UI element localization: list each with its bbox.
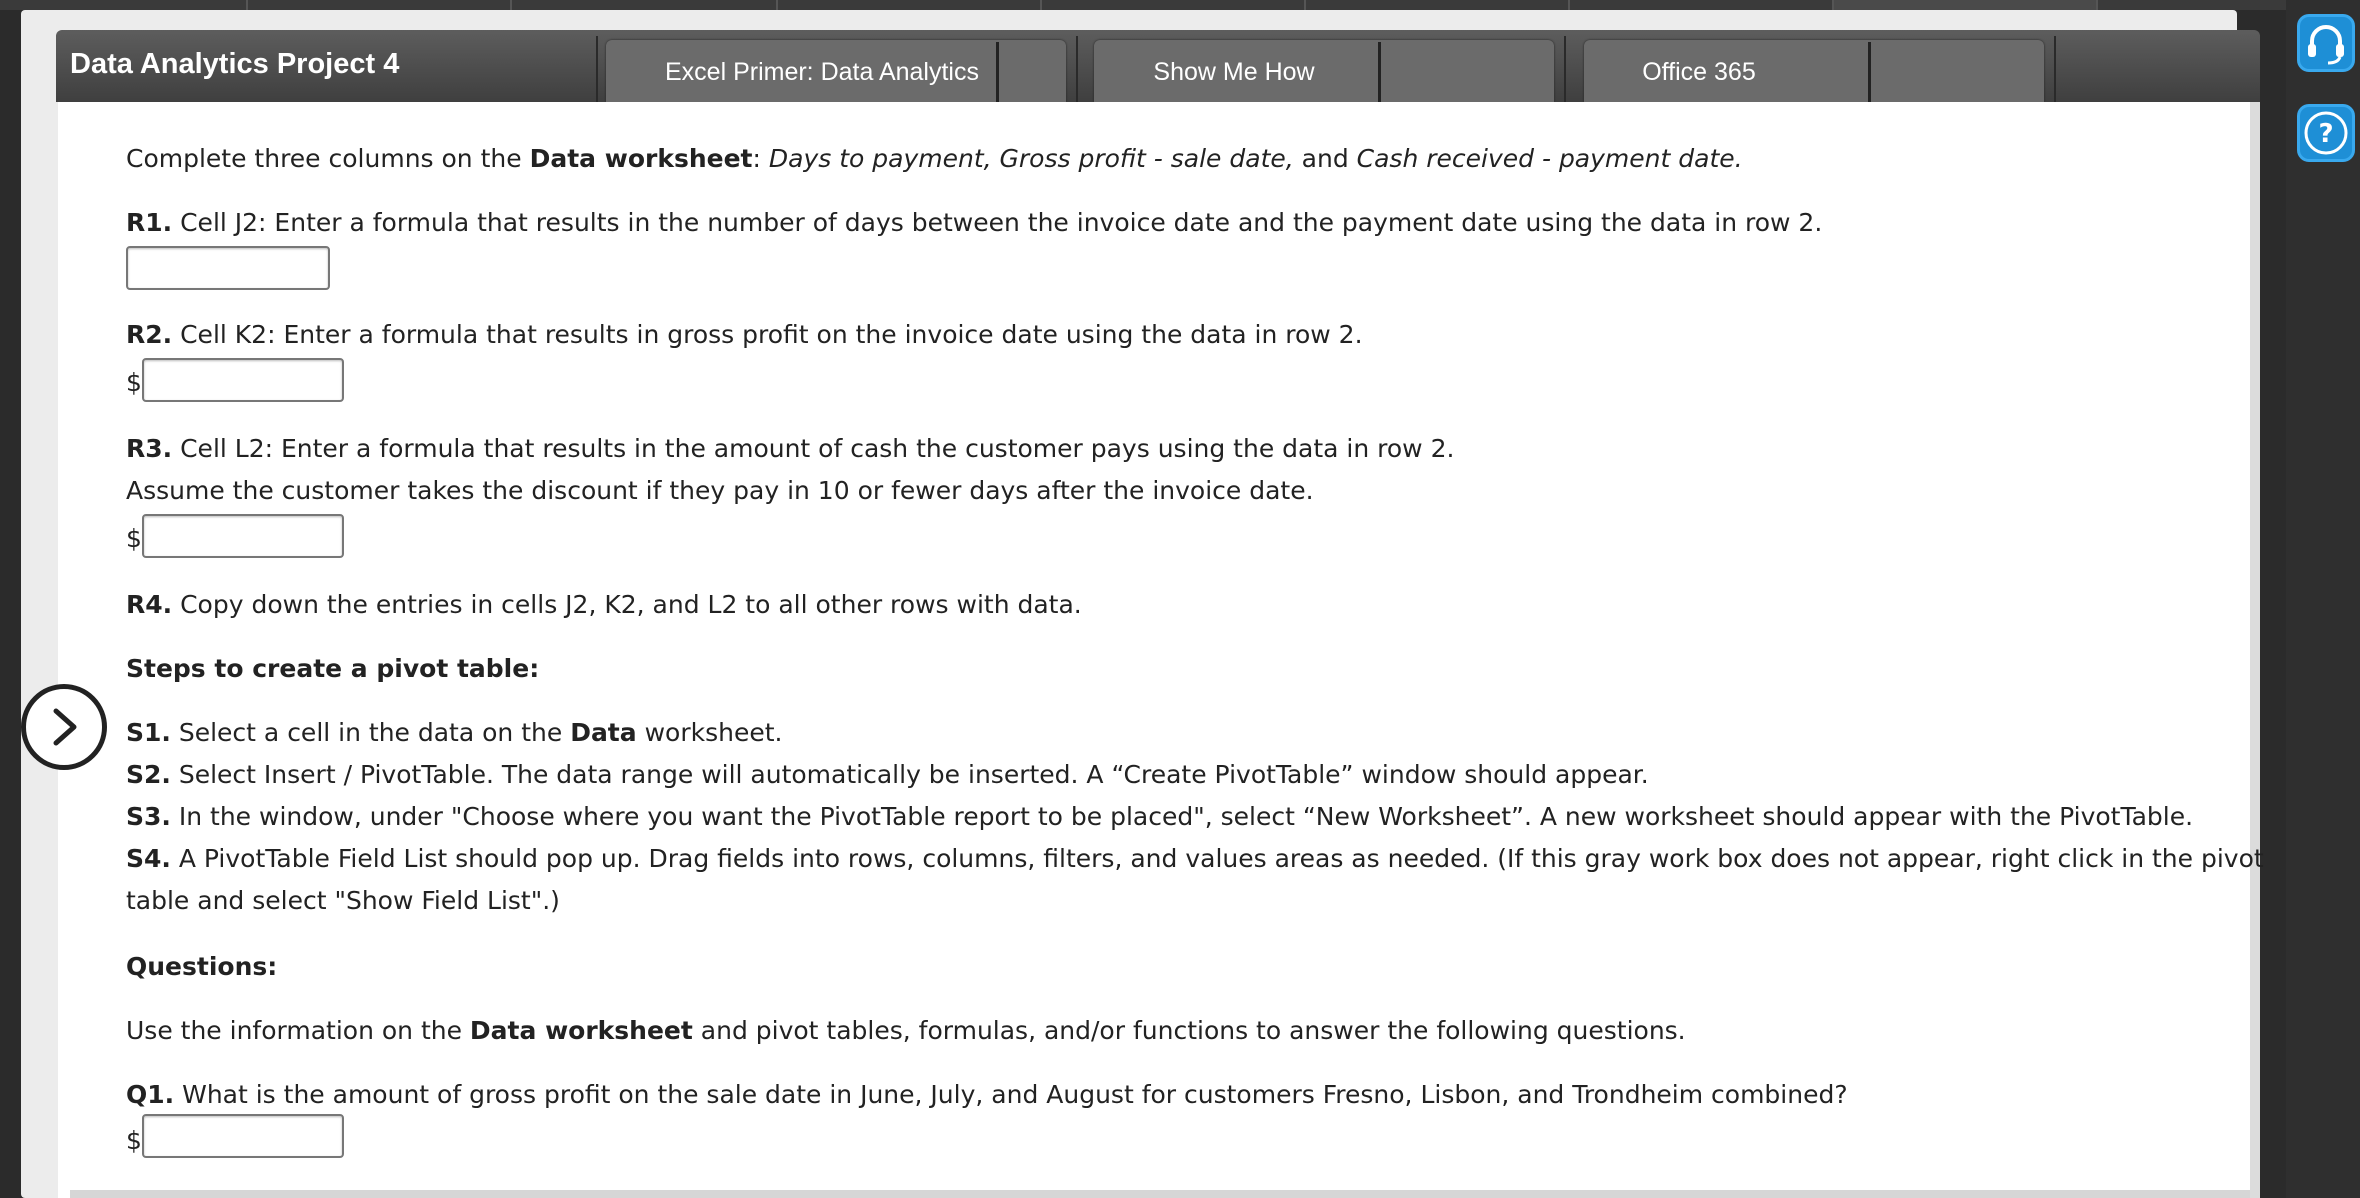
tab-office-365[interactable] <box>1584 40 2044 102</box>
intro-italic-2: Cash received - payment date. <box>1356 144 1743 173</box>
top-strip-segment <box>778 0 1042 10</box>
r3-text <box>126 434 1454 463</box>
use-info-pre: Use the information on the <box>126 1016 470 1045</box>
s1-bold: Data <box>570 718 637 747</box>
intro-colon: : <box>752 144 769 173</box>
intro-italic-1: Days to payment, Gross profit - sale date, <box>768 144 1294 173</box>
r1-tag: R1. <box>126 208 173 237</box>
q1-tag: Q1. <box>126 1080 175 1109</box>
steps-heading: Steps to create a pivot table: <box>126 654 540 683</box>
page-title: Data Analytics Project 4 <box>70 48 400 80</box>
r3-text-2: Assume the customer takes the discount if they pay in 10 or fewer days after the invoice date. <box>126 476 1314 505</box>
s1-pre: Select a cell in the data on the <box>170 718 571 747</box>
r3-currency: $ <box>126 524 142 553</box>
top-strip-segment <box>1570 0 1834 10</box>
tab-excel-primer[interactable] <box>606 40 1066 102</box>
r3-body: Cell L2: Enter a formula that results in the amount of cash the customer pays using the data in row 2. <box>172 434 1455 463</box>
intro-and: and <box>1293 144 1357 173</box>
top-strip-segment <box>1042 0 1306 10</box>
s2-tag: S2. <box>126 760 171 789</box>
r3-tag: R3. <box>126 434 173 463</box>
top-strip-segment <box>248 0 512 10</box>
top-strip-segment <box>1306 0 1570 10</box>
s1-text <box>126 718 782 747</box>
svg-text:?: ? <box>2318 119 2334 149</box>
r2-currency: $ <box>126 368 142 397</box>
s4-text <box>126 844 2264 873</box>
bottom-scroll-edge <box>70 1190 2250 1198</box>
right-rail <box>2286 0 2360 1198</box>
headset-icon <box>2300 17 2352 69</box>
use-info-bold: Data worksheet <box>469 1016 693 1045</box>
tab-divider <box>1378 42 1381 104</box>
content-shadow <box>2250 102 2260 1198</box>
help-icon <box>2300 107 2352 159</box>
q1-text <box>126 1080 1848 1109</box>
r4-tag: R4. <box>126 590 173 619</box>
s3-tag: S3. <box>126 802 171 831</box>
tab-separator <box>1076 36 1078 102</box>
tab-label: Show Me How <box>1153 58 1315 86</box>
top-strip <box>0 0 2360 10</box>
s1-tag: S1. <box>126 718 171 747</box>
tab-label: Office 365 <box>1642 58 1756 86</box>
tab-separator <box>2054 36 2056 102</box>
r3-answer-input[interactable] <box>142 514 344 558</box>
top-strip-segment <box>1834 0 2098 10</box>
intro-text <box>126 144 1743 173</box>
tab-show-me-how[interactable] <box>1094 40 1554 102</box>
use-info-text <box>126 1016 1686 1045</box>
r4-text <box>126 590 1082 619</box>
r2-answer-input[interactable] <box>142 358 344 402</box>
use-info-post: and pivot tables, formulas, and/or functions to answer the following questions. <box>692 1016 1686 1045</box>
r1-text <box>126 208 1822 237</box>
tab-divider <box>996 42 999 104</box>
help-button[interactable] <box>2297 104 2355 162</box>
s1-post: worksheet. <box>636 718 783 747</box>
tab-label: Excel Primer: Data Analytics <box>665 58 979 86</box>
support-button[interactable] <box>2297 14 2355 72</box>
top-strip-segment <box>0 0 248 10</box>
intro-pre: Complete three columns on the <box>126 144 530 173</box>
tab-divider <box>1868 42 1871 104</box>
r4-body: Copy down the entries in cells J2, K2, and L2 to all other rows with data. <box>172 590 1082 619</box>
r1-body: Cell J2: Enter a formula that results in the number of days between the invoice date and the payment date using the data in row 2. <box>172 208 1823 237</box>
r2-body: Cell K2: Enter a formula that results in gross profit on the invoice date using the data in row 2. <box>172 320 1363 349</box>
q1-body: What is the amount of gross profit on the sale date in June, July, and August for customers Fresno, Lisbon, and Trondheim combined? <box>174 1080 1848 1109</box>
top-strip-segment <box>512 0 778 10</box>
tab-separator <box>596 36 598 102</box>
r2-tag: R2. <box>126 320 173 349</box>
r1-answer-input[interactable] <box>126 246 330 290</box>
s2-text <box>126 760 1649 789</box>
intro-bold: Data worksheet <box>529 144 753 173</box>
s4-text-2: table and select "Show Field List".) <box>126 886 560 915</box>
tab-separator <box>1564 36 1566 102</box>
s3-text <box>126 802 2193 831</box>
s3-body: In the window, under "Choose where you want the PivotTable report to be placed", select “New Worksheet”. A new worksheet should appear with the PivotTable. <box>170 802 2194 831</box>
chevron-right-icon <box>26 689 102 765</box>
s4-tag: S4. <box>126 844 171 873</box>
s2-body: Select Insert / PivotTable. The data range will automatically be inserted. A “Create PivotTable” window should appear. <box>170 760 1649 789</box>
q1-answer-input[interactable] <box>142 1114 344 1158</box>
q1-currency: $ <box>126 1126 142 1155</box>
expand-panel-button[interactable] <box>21 684 107 770</box>
s4-body: A PivotTable Field List should pop up. Drag fields into rows, columns, filters, and values areas as needed. (If this gray work box does not appear, right click in the pivot <box>170 844 2264 873</box>
questions-heading: Questions: <box>126 952 278 981</box>
r2-text <box>126 320 1363 349</box>
